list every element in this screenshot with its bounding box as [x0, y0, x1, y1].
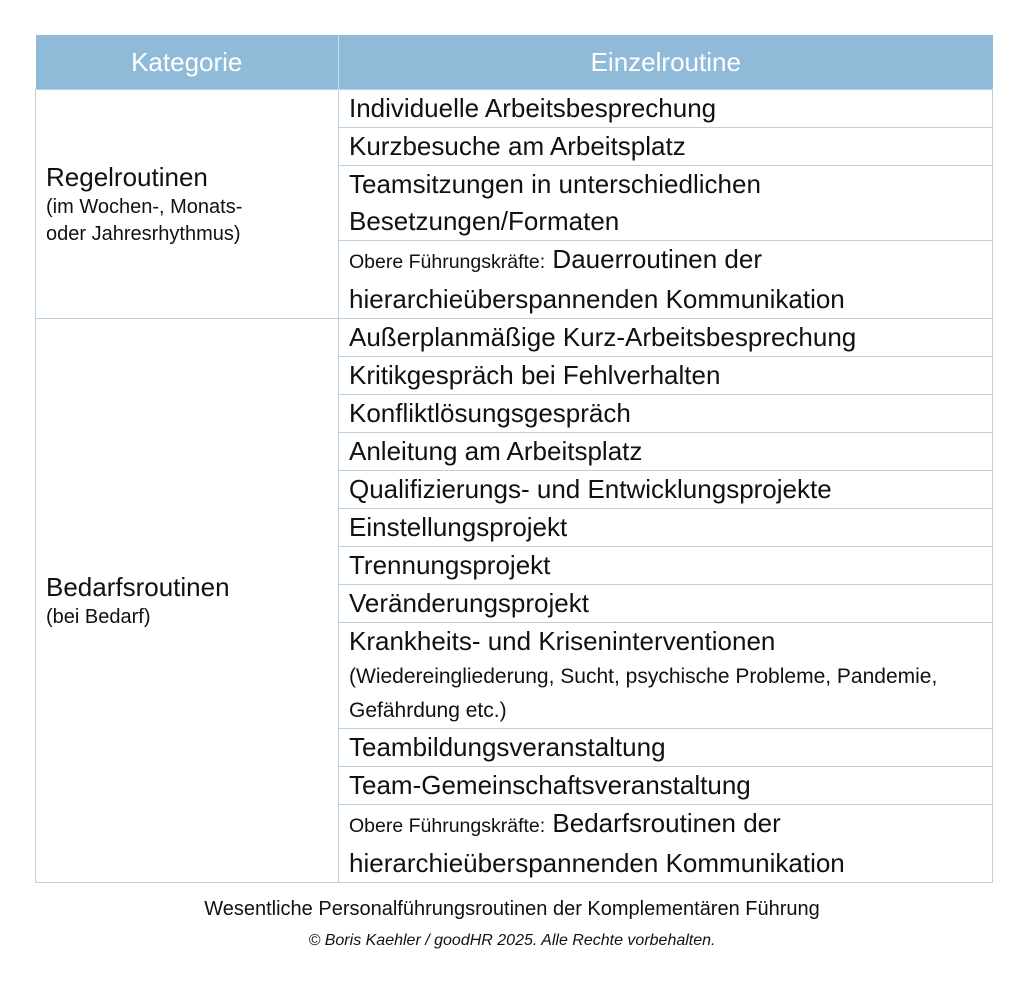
header-kategorie: Kategorie: [36, 35, 339, 90]
routine-cell: Kurzbesuche am Arbeitsplatz: [339, 128, 993, 166]
routine-prefix: Obere Führungskräfte:: [349, 815, 546, 837]
routine-text: Dauerroutinen der hierarchieüberspannenden Kommunikation: [349, 244, 845, 314]
routine-cell: Teamsitzungen in unterschiedlichen Besetzungen/Formaten: [339, 166, 993, 241]
routine-cell: Teambildungsveranstaltung: [339, 729, 993, 767]
table-row: [36, 90, 993, 128]
category-note: (im Wochen-, Monats-: [46, 196, 243, 218]
header-row: [36, 35, 993, 90]
routine-cell: Kritikgespräch bei Fehlverhalten: [339, 357, 993, 395]
routine-text: Bedarfsroutinen der hierarchieüberspannenden Kommunikation: [349, 808, 845, 878]
routine-cell: Qualifizierungs- und Entwicklungsprojekte: [339, 471, 993, 509]
category-cell-bedarfsroutinen: [36, 319, 339, 883]
routine-detail: (Wiedereingliederung, Sucht, psychische Probleme, Pandemie, Gefährdung etc.): [349, 665, 938, 722]
routine-text: Krankheits- und Kriseninterventionen: [349, 626, 776, 656]
routine-cell: [339, 805, 993, 883]
routine-cell: Individuelle Arbeitsbesprechung: [339, 90, 993, 128]
category-note: (bei Bedarf): [46, 606, 151, 628]
routine-cell: Team-Gemeinschaftsveranstaltung: [339, 767, 993, 805]
routine-cell: Konfliktlösungsgespräch: [339, 395, 993, 433]
routine-cell: Außerplanmäßige Kurz-Arbeitsbesprechung: [339, 319, 993, 357]
copyright-notice: © Boris Kaehler / goodHR 2025. Alle Rechte vorbehalten.: [308, 932, 716, 949]
routines-table: [35, 35, 993, 883]
routine-cell: Veränderungsprojekt: [339, 585, 993, 623]
routine-cell: [339, 241, 993, 319]
category-title: Bedarfsroutinen: [46, 572, 230, 602]
category-cell-regelroutinen: [36, 90, 339, 319]
table-row: [36, 319, 993, 357]
routine-cell: [339, 623, 993, 729]
routine-cell: Anleitung am Arbeitsplatz: [339, 433, 993, 471]
routine-cell: Trennungsprojekt: [339, 547, 993, 585]
routine-cell: Einstellungsprojekt: [339, 509, 993, 547]
figure-caption: Wesentliche Personalführungsroutinen der Komplementären Führung: [204, 898, 820, 920]
header-einzelroutine: Einzelroutine: [339, 35, 993, 90]
routine-prefix: Obere Führungskräfte:: [349, 251, 546, 273]
category-note: oder Jahresrhythmus): [46, 223, 241, 245]
category-title: Regelroutinen: [46, 162, 208, 192]
